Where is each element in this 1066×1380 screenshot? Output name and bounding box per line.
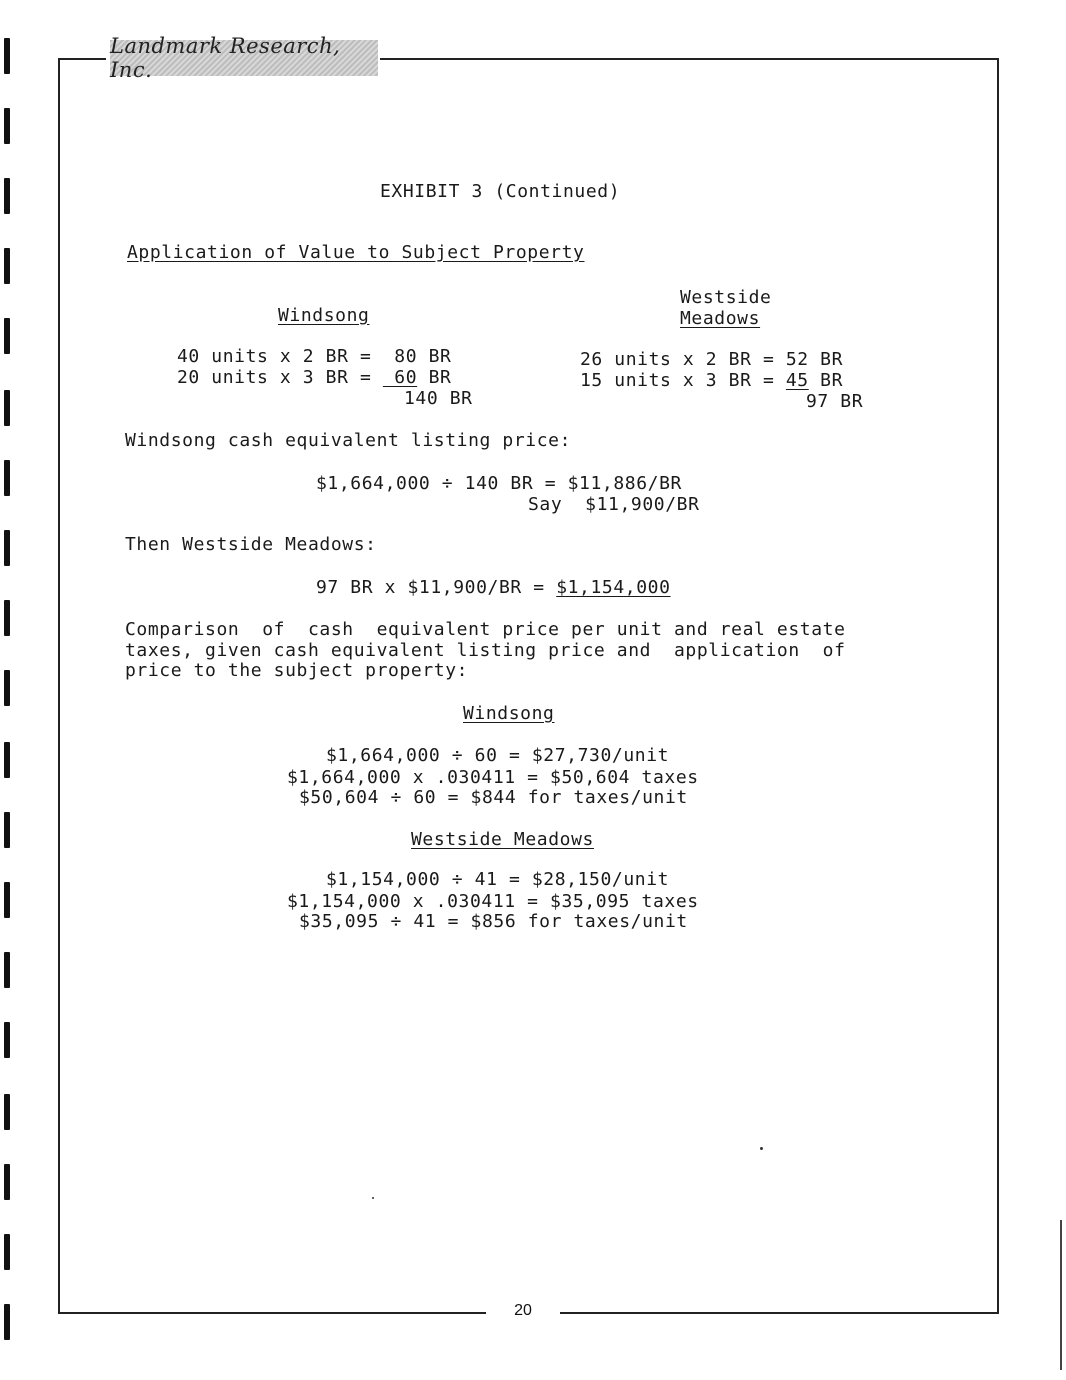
westside-line-2-prefix: 15 units x 3 BR = [580, 370, 786, 391]
page-number: 20 [514, 1302, 532, 1319]
comparison-windsong-heading: Windsong [463, 703, 555, 724]
binder-hole [4, 1164, 10, 1200]
comparison-windsong-line: $1,664,000 ÷ 60 = $27,730/unit [326, 745, 670, 766]
frame-top-border [380, 58, 999, 60]
westside-calc [316, 577, 671, 598]
westside-line-2-suffix: BR [808, 370, 844, 391]
westside-calc-value: $1,154,000 [556, 577, 671, 598]
binder-hole [4, 1304, 10, 1340]
binder-hole [4, 178, 10, 214]
westside-line-1: 26 units x 2 BR = 52 BR [580, 349, 844, 370]
binder-hole [4, 390, 10, 426]
westside-heading-2: Meadows [680, 308, 761, 329]
frame-top-border [58, 58, 106, 60]
scan-speck [372, 1197, 374, 1199]
binder-hole [4, 1234, 10, 1270]
binder-hole [4, 108, 10, 144]
page-edge-shadow [1060, 1220, 1062, 1370]
binder-hole [4, 600, 10, 636]
frame-bottom-border [560, 1312, 999, 1314]
westside-line-2 [580, 370, 843, 391]
binder-hole [4, 670, 10, 706]
comparison-windsong-line: $50,604 ÷ 60 = $844 for taxes/unit [299, 787, 688, 808]
frame-right-border [997, 58, 999, 1314]
comparison-westside-line: $35,095 ÷ 41 = $856 for taxes/unit [299, 911, 688, 932]
binder-hole [4, 952, 10, 988]
westside-calc-prefix: 97 BR x $11,900/BR = [316, 577, 557, 598]
listing-say: Say $11,900/BR [528, 494, 700, 515]
binder-hole [4, 882, 10, 918]
frame-bottom-border [58, 1312, 486, 1314]
listing-calc: $1,664,000 ÷ 140 BR = $11,886/BR [316, 473, 682, 494]
windsong-total: 140 BR [404, 388, 473, 409]
then-text: Then Westside Meadows: [125, 534, 377, 555]
windsong-line-2-prefix: 20 units x 3 BR = [177, 367, 383, 388]
binder-hole [4, 318, 10, 354]
comparison-westside-line: $1,154,000 ÷ 41 = $28,150/unit [326, 869, 670, 890]
comparison-windsong-line: $1,664,000 x .030411 = $50,604 taxes [287, 767, 699, 788]
windsong-line-2-suffix: BR [417, 367, 452, 388]
frame-left-border [58, 58, 60, 1314]
comparison-westside-heading: Westside Meadows [411, 829, 594, 850]
comparison-westside-line: $1,154,000 x .030411 = $35,095 taxes [287, 891, 699, 912]
comparison-paragraph-line-2: taxes, given cash equivalent listing price and application of [125, 640, 846, 661]
windsong-line-2-value: 60 [382, 367, 418, 388]
listing-intro: Windsong cash equivalent listing price: [125, 430, 572, 451]
comparison-paragraph-line-1: Comparison of cash equivalent price per unit and real estate [125, 619, 846, 640]
windsong-line-2 [177, 367, 452, 388]
binder-hole [4, 38, 10, 74]
section-heading: Application of Value to Subject Property [127, 242, 585, 263]
windsong-line-1: 40 units x 2 BR = 80 BR [177, 346, 452, 367]
windsong-heading: Windsong [278, 305, 370, 326]
comparison-paragraph-line-3: price to the subject property: [125, 660, 469, 681]
binder-hole [4, 742, 10, 778]
scan-speck [760, 1147, 763, 1150]
binder-hole [4, 460, 10, 496]
company-logo: Landmark Research, Inc. [110, 40, 378, 76]
binder-hole [4, 1022, 10, 1058]
binder-hole [4, 812, 10, 848]
westside-line-2-value: 45 [785, 370, 809, 391]
westside-heading-1: Westside [680, 287, 772, 308]
exhibit-title: EXHIBIT 3 (Continued) [380, 181, 621, 202]
binder-hole [4, 248, 10, 284]
binder-hole [4, 1094, 10, 1130]
binder-hole [4, 530, 10, 566]
westside-total: 97 BR [806, 391, 864, 412]
